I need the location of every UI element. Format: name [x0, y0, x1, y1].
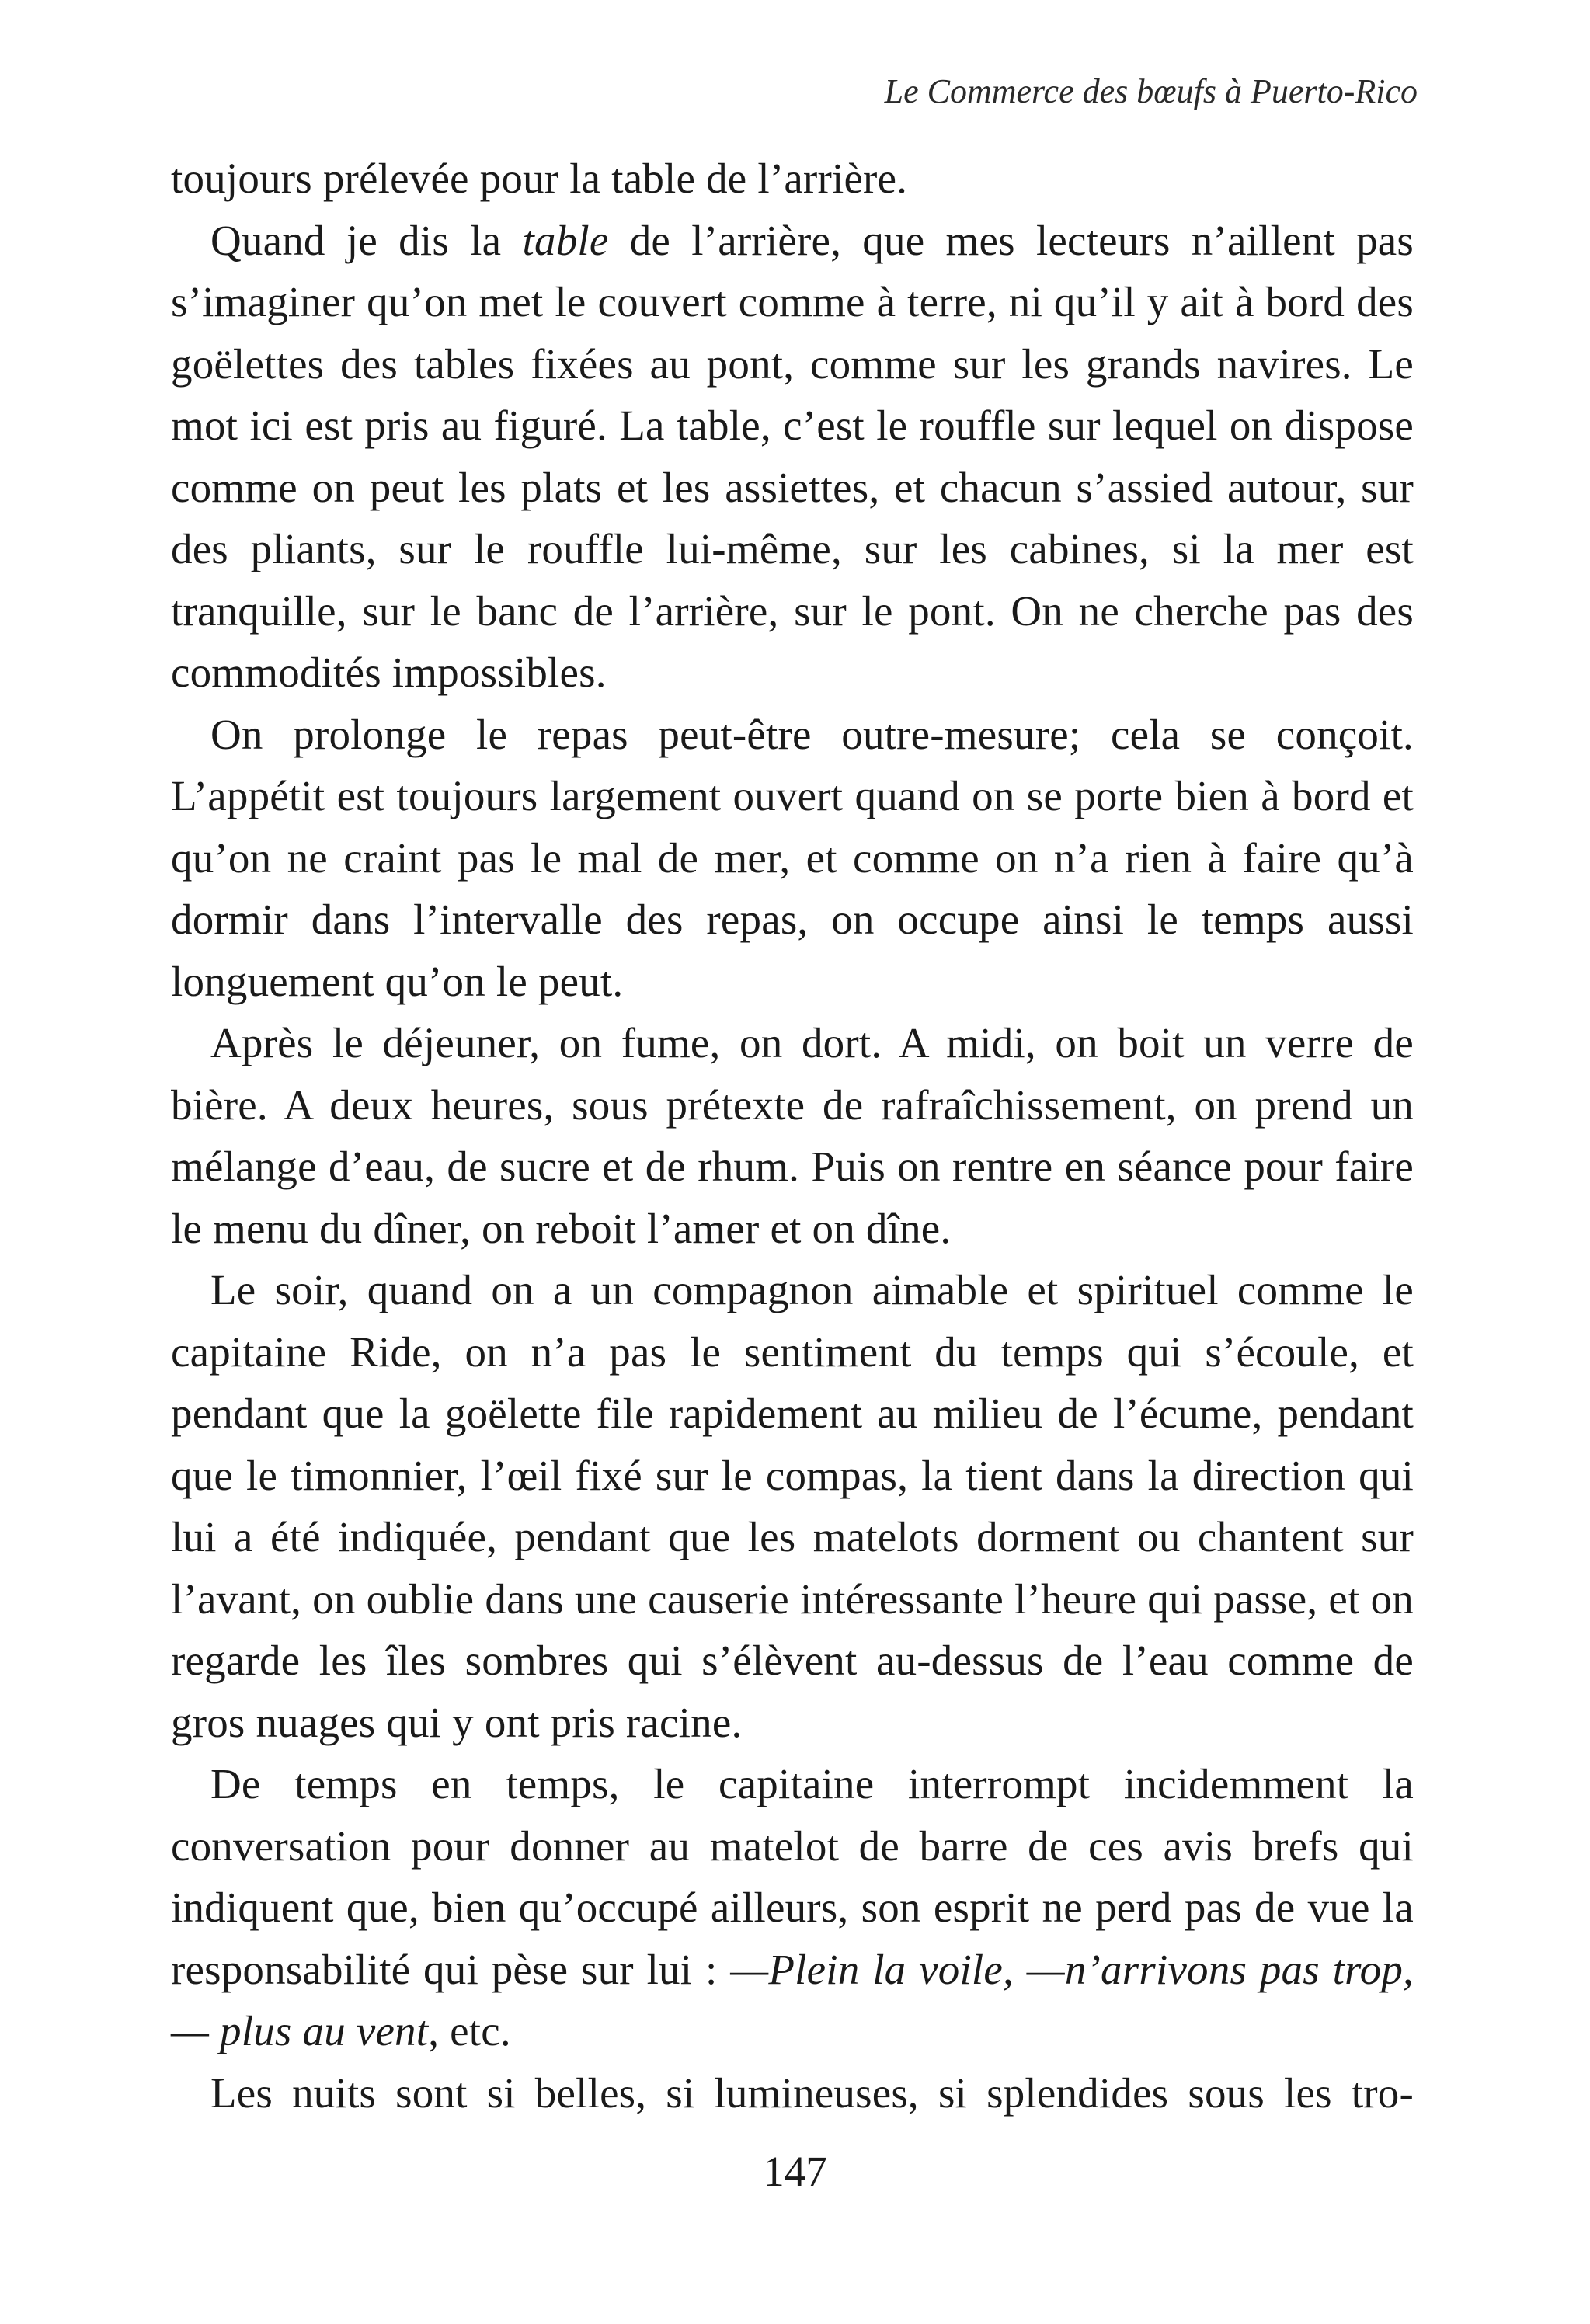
paragraph-text: Quand je dis la — [210, 216, 523, 264]
paragraph-text: de l’arrière, que mes lecteurs n’aillent pas s’imaginer qu’on met le couvert comme à terre, ni qu’il y ait à bord des goëlettes des tables fixées au pont, comme sur les grands navires. Le mot ici est pris au figuré. La table, c’est le rouffle sur lequel on dispose comme on peut les plats et les assiettes, et chacun s’assied autour, sur des pliants, sur le rouffle lui-même, sur les cabines, si la mer est tranquille, sur le banc de l’arrière, sur le pont. On ne cherche pas des commodités impossibles. — [171, 216, 1414, 696]
paragraph-text: , etc. — [428, 2007, 511, 2054]
paragraph-table — [171, 210, 1414, 704]
paragraph-continuation: toujours prélevée pour la table de l’arrière. — [171, 155, 908, 202]
emphasis-text: —Plein la voile, —n’arrivons pas trop, — plus au vent — [171, 1945, 1414, 2054]
running-header: Le Commerce des bœufs à Puerto-Rico — [884, 72, 1418, 110]
paragraph-capitaine — [171, 1753, 1414, 2062]
paragraph-nuits: Les nuits sont si belles, si lumineuses, si splendides sous les tro- — [210, 2068, 1414, 2117]
paragraph-repas: On prolonge le repas peut-être outre-mesure; cela se conçoit. L’appétit est toujours largement ouvert quand on se porte bien à bord et qu’on ne craint pas le mal de mer, et comme on n’a rien à faire qu’à dormir dans l’intervalle des repas, on occupe ainsi le temps aussi longuement qu’on le peut. — [171, 710, 1414, 1005]
paragraph-text: De temps en temps, le capitaine interrompt incidemment la conversation pour donner au matelot de barre de ces avis brefs qui indiquent que, bien qu’occupé ailleurs, son esprit ne perd pas de vue la responsabilité qui pèse sur lui : — [171, 1760, 1414, 1993]
page-number: 147 — [763, 2148, 827, 2195]
emphasis-text: table — [522, 216, 609, 264]
body-text — [171, 148, 1414, 2124]
paragraph-soir: Le soir, quand on a un compagnon aimable et spirituel comme le capitaine Ride, on n’a pas le sentiment du temps qui s’écoule, et pendant que la goëlette file rapidement au milieu de l’écume, pendant que le timonnier, l’œil fixé sur le compas, la tient dans la direction qui lui a été indiquée, pendant que les matelots dorment ou chantent sur l’avant, on oublie dans une causerie intéressante l’heure qui passe, et on regarde les îles sombres qui s’élèvent au-dessus de l’eau comme de gros nuages qui y ont pris racine. — [171, 1266, 1414, 1746]
paragraph-dejeuner: Après le déjeuner, on fume, on dort. A midi, on boit un verre de bière. A deux heures, sous prétexte de rafraîchissement, on prend un mélange d’eau, de sucre et de rhum. Puis on rentre en séance pour faire le menu du dîner, on reboit l’amer et on dîne. — [171, 1019, 1414, 1252]
